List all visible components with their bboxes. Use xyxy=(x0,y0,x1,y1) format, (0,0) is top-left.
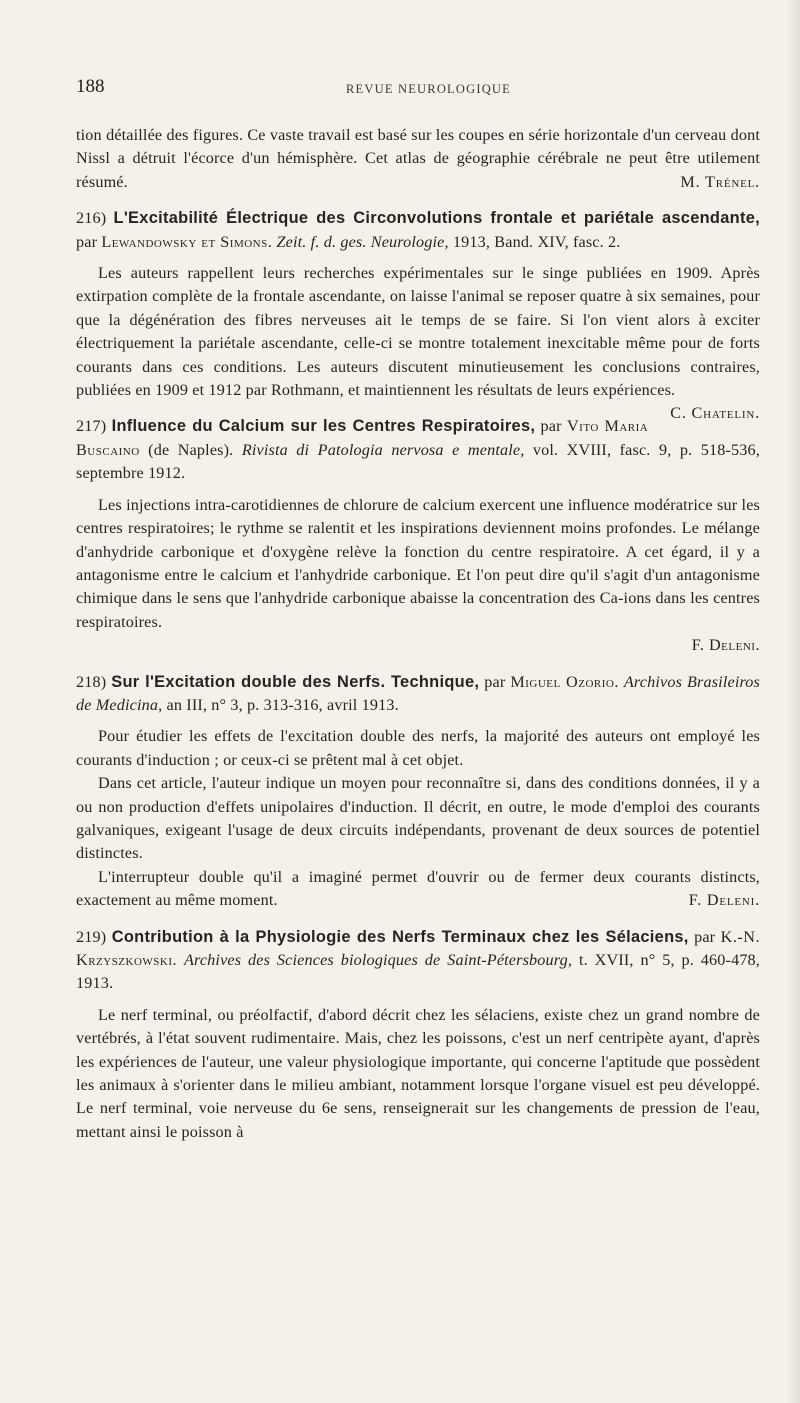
entry-details: an III, n° 3, p. 313-316, avril 1913. xyxy=(166,695,399,714)
entry-authors: Lewandowsky et Simons. xyxy=(101,232,273,251)
entry-authors: K.-N. Krzyszkowski. xyxy=(76,927,761,969)
entry-by: par xyxy=(76,232,98,251)
entry-title: Sur l'Excitation double des Nerfs. Technique, xyxy=(111,672,480,691)
entry-by: par xyxy=(484,672,506,691)
signature: F. Deleni. xyxy=(691,636,760,655)
entry-218 xyxy=(76,671,760,913)
entry-216 xyxy=(76,207,760,423)
entry-heading xyxy=(76,207,760,254)
entry-number: 219) xyxy=(76,927,107,946)
entry-number: 218) xyxy=(76,672,107,691)
entry-number: 217) xyxy=(76,417,107,436)
journal-title: REVUE NEUROLOGIQUE xyxy=(346,82,511,96)
entry-paragraph: Les injections intra-carotidiennes de chlorure de calcium exercent une influence modératrice sur les centres respiratoires; le rythme se ralentit et les inspirations deviennent moins profondes. Le mélange d'anhydride carbonique et d'oxygène relève la fonction du centre respiratoire. A cet égard, il y a antagonisme entre le calcium et l'anhydride carbonique. Et l'on peut dire qu'il s'agit d'un antagonisme chimique dans le sens que l'anhydride carbonique abaisse la concentration des Ca-ions dans les centres respiratoires. xyxy=(76,495,760,631)
entry-source: Archivos Brasileiros de Medicina, xyxy=(76,672,761,714)
signature: C. Chatelin. xyxy=(670,404,760,423)
entry-heading xyxy=(76,671,760,718)
entry-paragraph: Le nerf terminal, ou préolfactif, d'abord décrit chez les sélaciens, existe chez un grand nombre de vertébrés, à l'état souvent rudimentaire. Mais, chez les poissons, c'est un nerf centripète ayant, d'après les expériences de l'auteur, une valeur physiologique importante, qui concerne l'aptitude que possèdent les animaux à s'orienter dans le milieu ambiant, notamment lorsque l'organe visuel est peu développé. Le nerf terminal, voie nerveuse du 6e sens, renseignerait sur les changements de pression de l'eau, mettant ainsi le poisson à xyxy=(76,1005,760,1141)
entry-title: Influence du Calcium sur les Centres Respiratoires, xyxy=(111,417,536,436)
page-number: 188 xyxy=(76,76,105,97)
entry-paragraph: L'interrupteur double qu'il a imaginé permet d'ouvrir ou de fermer deux courants distincts, exactement au même moment. F. Deleni. xyxy=(76,866,760,913)
entry-by: par xyxy=(540,417,562,436)
entry-details: t. XVII, n° 5, p. 460-478, 1913. xyxy=(76,951,760,993)
entry-heading xyxy=(76,926,760,996)
entry-source: Zeit. f. d. ges. Neurologie, xyxy=(276,232,449,251)
intro-continuation xyxy=(76,124,760,194)
entry-paragraph: Pour étudier les effets de l'excitation double des nerfs, la majorité des auteurs ont employé les courants d'induction ; or ceux-ci se prêtent mal à cet objet. xyxy=(76,727,760,769)
entry-paragraph: Les auteurs rappellent leurs recherches expérimentales sur le singe publiées en 1909. Après extirpation complète de la frontale ascendante, on laisse l'animal se reposer quatre à six semaines, pour que la dégénération des fibres nerveuses ait le temps de se faire. Si l'on vient alors à exciter électriquement la pariétale ascendante, celle-ci se montre totalement inexcitable même pour de forts courants dans ces conditions. Les auteurs discutent minutieusement les conclusions contraires, publiées en 1909 et 1912 par Rothmann, et maintiennent les résultats de leurs expériences. C. Chatelin. xyxy=(76,262,760,402)
entry-source: Archives des Sciences biologiques de Saint-Pétersbourg, xyxy=(183,951,573,969)
entry-heading xyxy=(76,415,760,485)
entry-source: Rivista di Patologia nervosa e mentale, xyxy=(241,440,525,459)
entry-details: 1913, Band. XIV, fasc. 2. xyxy=(452,232,621,251)
entry-authors: Vito Maria Buscaino xyxy=(76,417,649,459)
entry-title: L'Excitabilité Électrique des Circonvolutions frontale et pariétale ascendante, xyxy=(113,209,760,228)
intro-text: tion détaillée des figures. Ce vaste travail est basé sur les coupes en série horizontale d'un cerveau dont Nissl a détruit l'écorce d'un hémisphère. Cet atlas de géographie cérébrale ne peut être utilement résumé. xyxy=(76,126,760,191)
entry-paragraph: Dans cet article, l'auteur indique un moyen pour reconnaître si, dans des conditions données, il y a ou non production d'effets unipolaires d'induction. Il décrit, en outre, le mode d'emploi des courants galvaniques, exigeant l'usage de deux circuits indépendants, provenant de deux sources de potentiel distinctes. xyxy=(76,774,760,863)
entry-by: par xyxy=(694,927,716,946)
entry-219 xyxy=(76,926,760,1145)
entry-author-note: (de Naples). xyxy=(148,440,234,459)
running-head xyxy=(76,70,760,102)
entry-number: 216) xyxy=(76,209,107,228)
entry-title: Contribution à la Physiologie des Nerfs Terminaux chez les Sélaciens, xyxy=(111,927,689,946)
entry-authors: Miguel Ozorio. xyxy=(510,672,619,691)
entry-details: vol. XVIII, fasc. 9, p. 518-536, septembre 1912. xyxy=(76,440,760,483)
signature: F. Deleni. xyxy=(688,891,760,910)
entry-217 xyxy=(76,415,760,657)
signature: M. Trénel. xyxy=(680,172,760,191)
